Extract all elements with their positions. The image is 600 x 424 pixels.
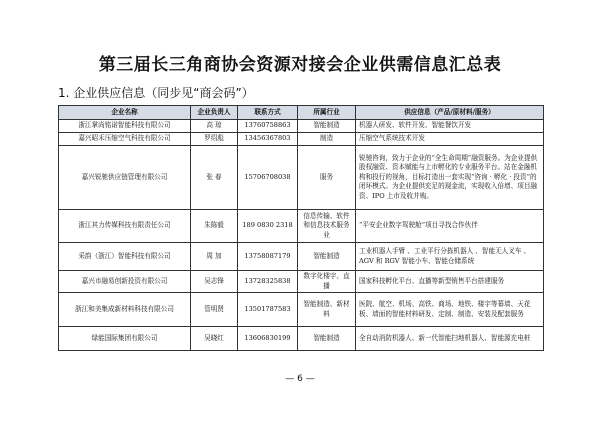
table-row [59,327,544,351]
cell-company: 浙江其力传媒科技有限责任公司 [59,210,191,243]
header-person: 企业负责人 [191,106,238,120]
cell-company: 采韵（浙江）智能科技有限公司 [59,243,191,271]
cell-company: 嘉兴市融易创新投资有限公司 [59,271,191,293]
cell-supply: 医院、航空、机场、高铁、商场、地铁、楼宇等幕墙、天花板、墙面的智能材料研发、定制、制造、安装及配套服务 [356,293,544,327]
cell-industry: 制造 [298,133,356,146]
cell-industry: 智能制造、新材料 [298,293,356,327]
cell-phone: 13728325838 [238,271,298,293]
cell-person: 管明贤 [191,293,238,327]
table-row [59,271,544,293]
cell-phone: 13760758863 [238,120,298,133]
supply-table [58,105,544,351]
cell-phone: 13606830199 [238,327,298,351]
cell-person: 罗绍彪 [191,133,238,146]
section-title: 1. 企业供应信息（同步见“商会码”） [58,86,254,100]
table-row [59,210,544,243]
cell-supply: 工业机器人手臂 、工业平行分拣机器人 、智能无人叉车 、AGV 和 RGV 智能小车、智能仓储系统 [356,243,544,271]
cell-phone: 15706708038 [238,146,298,210]
cell-industry: 服务 [298,146,356,210]
document-title: 第三届长三角商协会资源对接会企业供需信息汇总表 [98,55,502,75]
cell-phone: 189 0830 2318 [238,210,298,243]
cell-person: 朱陈毅 [191,210,238,243]
table-header-row [59,106,544,120]
cell-phone: 13501787583 [238,293,298,327]
cell-company: 浙江掌尚铭诺智能科技有限公司 [59,120,191,133]
cell-person: 吴晓红 [191,327,238,351]
cell-supply: 国家科技孵化平台、直播等新型销售平台搭建服务 [356,271,544,293]
cell-phone: 13758087179 [238,243,298,271]
table-row [59,293,544,327]
header-industry: 所属行业 [298,106,356,120]
cell-person: 周 加 [191,243,238,271]
cell-company: 嘉兴昭禾压缩空气科技有限公司 [59,133,191,146]
cell-company: 嘉兴锐驰供应链管理有限公司 [59,146,191,210]
cell-industry: 信息传输、软件和信息技术服务业 [298,210,356,243]
header-supply: 供应信息（产品/原材料/服务） [356,106,544,120]
table-row [59,146,544,210]
table-row [59,120,544,133]
header-phone: 联系方式 [238,106,298,120]
cell-supply: 压缩空气系统技术开发 [356,133,544,146]
cell-person: 张 春 [191,146,238,210]
cell-supply: 全自动消防机器人、新一代智能扫地机器人、智能源充电桩 [356,327,544,351]
cell-company: 浙江和美集成新材料科技有限公司 [59,293,191,327]
table-row [59,133,544,146]
cell-phone: 13456367803 [238,133,298,146]
cell-industry: 数字化楼宇、直播 [298,271,356,293]
cell-supply: 机器人研发、软件开发、智能餐饮开发 [356,120,544,133]
cell-industry: 智能制造 [298,243,356,271]
cell-company: 绿能国际集团有限公司 [59,327,191,351]
table-row [59,243,544,271]
cell-person: 吴志锋 [191,271,238,293]
cell-industry: 智能制造 [298,327,356,351]
cell-supply: “平安企业数字驾驶舱”项目寻找合作伙伴 [356,210,544,243]
cell-industry: 智能制造 [298,120,356,133]
cell-person: 高 琼 [191,120,238,133]
header-company: 企业名称 [59,106,191,120]
page-number: — 6 — [285,374,315,384]
cell-supply: 锐驰咨询，致力于企业的“全生命周期”融资服务。为企业提供股权融资、资本赋能与上市孵化的专业服务平台。站在金融机构和投行的视角，目标打造出一套实现“咨询 · 孵化 · 投资”的闭环模式。为企业提供充足的现金流，实现收入倍增、项目融资、IPO 上市及收并购。 [356,146,544,210]
